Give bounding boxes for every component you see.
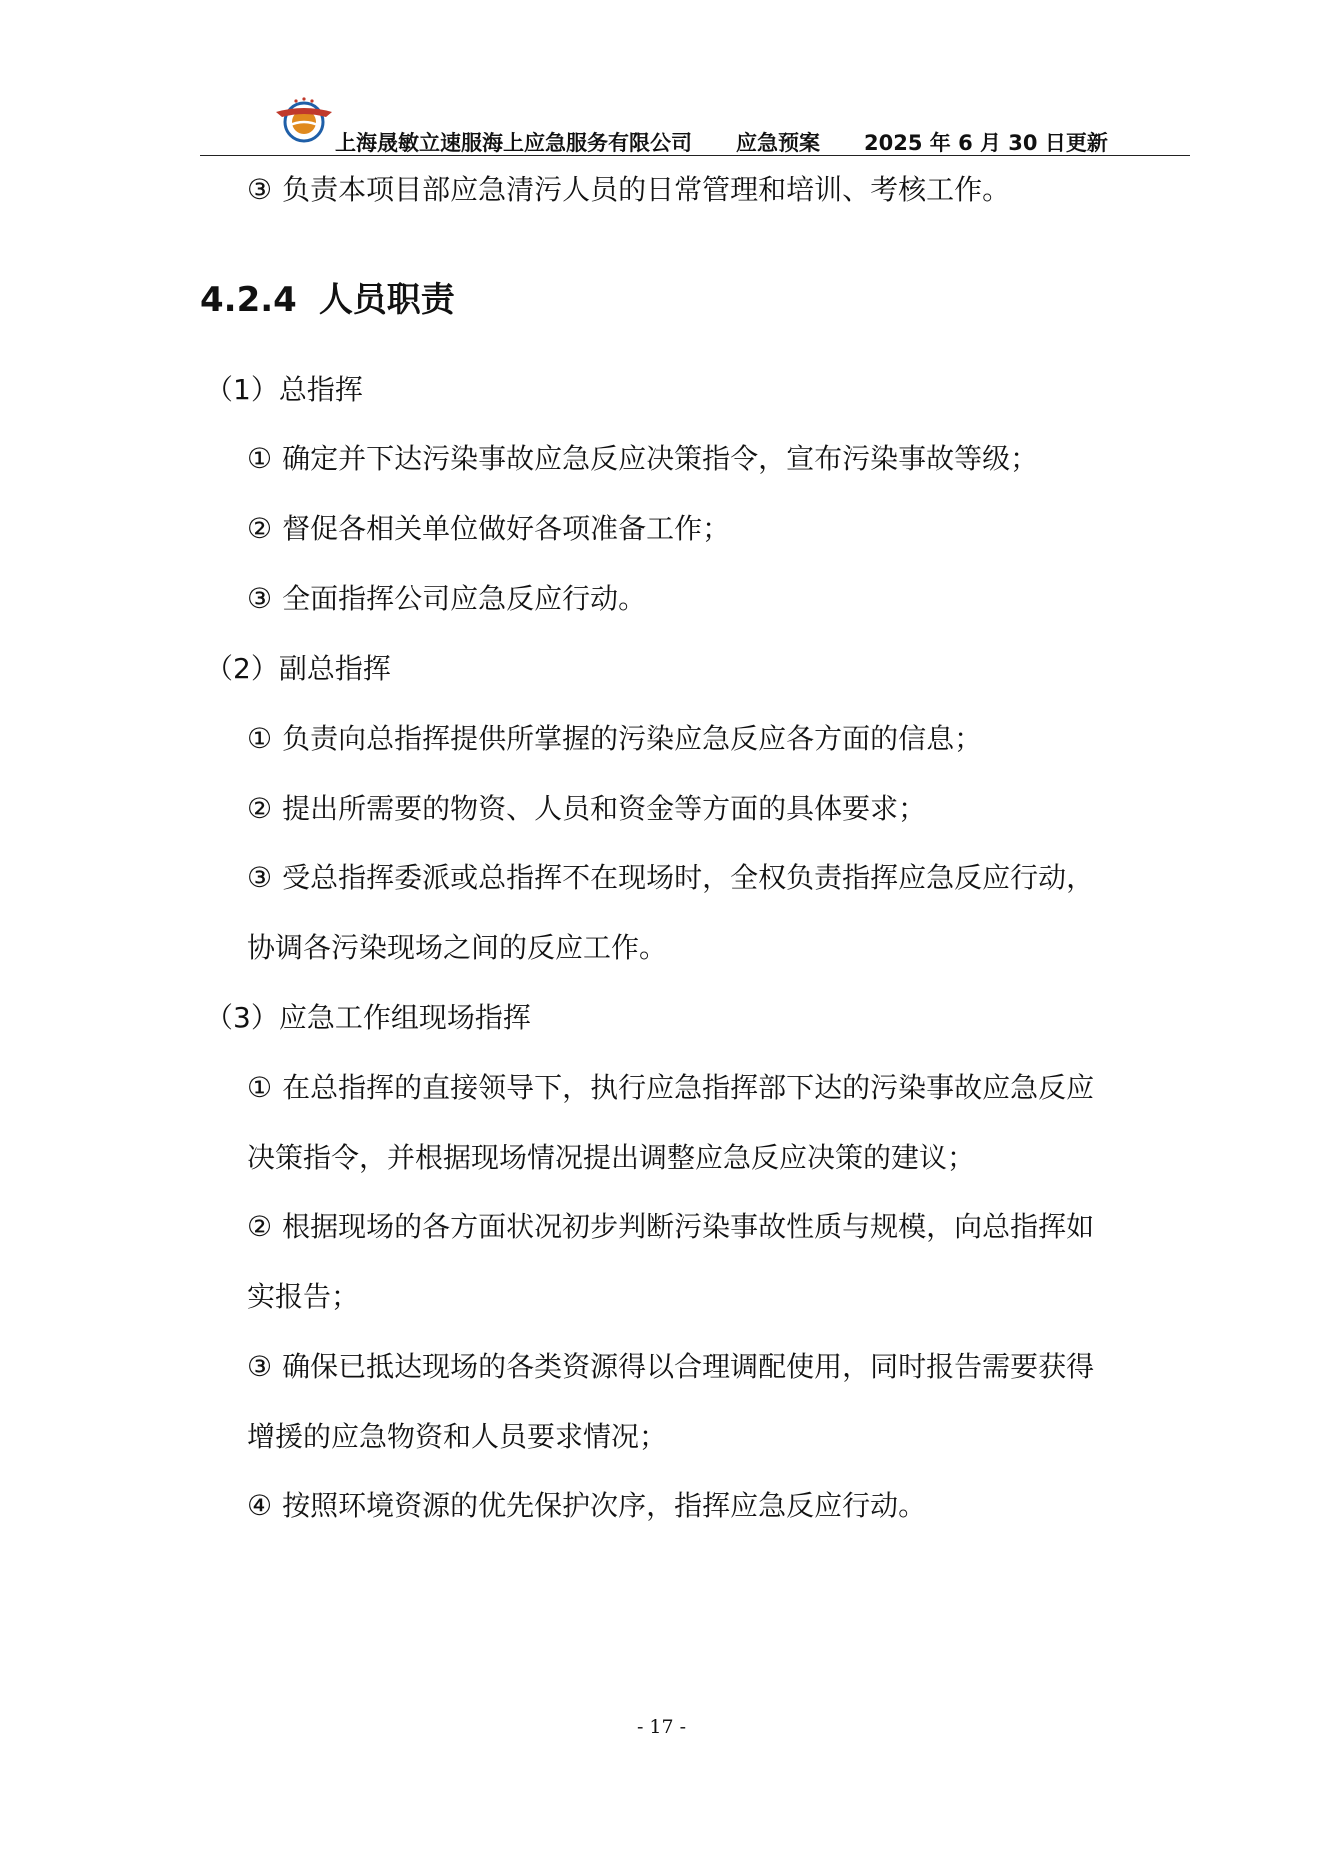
header-doc-type: 应急预案 [736,131,820,155]
item-text: 在总指挥的直接领导下，执行应急指挥部下达的污染事故应急反应 [282,1071,1095,1104]
company-logo-icon [274,96,334,144]
item-text: 负责本项目部应急清污人员的日常管理和培训、考核工作。 [282,173,1011,206]
page-number: - 17 - [636,1716,687,1738]
item-text: 全面指挥公司应急反应行动。 [282,582,647,615]
header-divider [200,155,1190,156]
item-text: 提出所需要的物资、人员和资金等方面的具体要求； [282,792,927,825]
section-title: 人员职责 [318,280,455,320]
list-item-continuation: 实报告； [247,1280,360,1313]
item-text: 根据现场的各方面状况初步判断污染事故性质与规模，向总指挥如 [282,1210,1095,1243]
item-number: ② [247,1210,273,1243]
item-text: 负责向总指挥提供所掌握的污染应急反应各方面的信息； [282,722,983,755]
group-heading: （1）总指挥 [205,373,363,406]
item-number: ③ [247,582,273,615]
list-item [247,172,1010,208]
list-item [247,1070,1094,1106]
item-number: ② [247,512,273,545]
list-item [247,511,730,547]
section-number: 4.2.4 [200,280,297,320]
list-item [247,1488,926,1524]
list-item [247,721,982,757]
item-text: 确定并下达污染事故应急反应决策指令，宣布污染事故等级； [282,442,1039,475]
list-item [247,441,1038,477]
list-item [247,791,926,827]
item-text: 受总指挥委派或总指挥不在现场时，全权负责指挥应急反应行动， [282,861,1095,894]
item-text: 确保已抵达现场的各类资源得以合理调配使用，同时报告需要获得 [282,1350,1095,1383]
list-item [247,860,1094,896]
item-number: ① [247,442,273,475]
item-text: 按照环境资源的优先保护次序，指挥应急反应行动。 [282,1489,927,1522]
list-item [247,1209,1094,1245]
item-number: ③ [247,861,273,894]
page-header [200,96,1190,156]
list-item-continuation: 增援的应急物资和人员要求情况； [247,1420,668,1453]
item-text: 督促各相关单位做好各项准备工作； [282,512,731,545]
item-number: ① [247,1071,273,1104]
header-update-date: 2025 年 6 月 30 日更新 [864,131,1108,155]
group-heading: （3）应急工作组现场指挥 [205,1001,531,1034]
item-number: ④ [247,1489,273,1522]
group-heading: （2）副总指挥 [205,652,391,685]
list-item-continuation: 协调各污染现场之间的反应工作。 [247,931,668,964]
header-company: 上海晟敏立速服海上应急服务有限公司 [335,131,692,155]
section-heading [200,272,455,321]
item-number: ① [247,722,273,755]
item-number: ③ [247,173,273,206]
item-number: ③ [247,1350,273,1383]
header-text [335,127,1108,157]
item-number: ② [247,792,273,825]
list-item [247,581,646,617]
list-item-continuation: 决策指令，并根据现场情况提出调整应急反应决策的建议； [247,1141,976,1174]
list-item [247,1349,1094,1385]
